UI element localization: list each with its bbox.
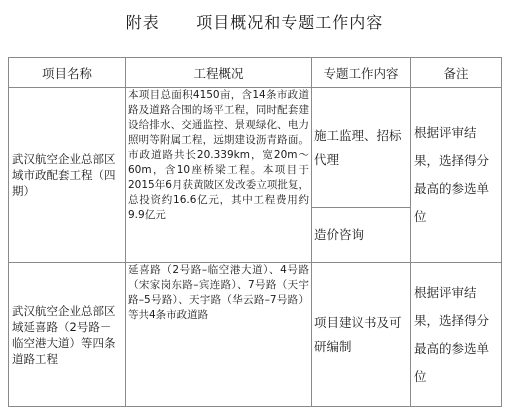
project-table [8,57,502,407]
remark-cell: 根据评审结果，选择得分最高的参选单位 [411,263,502,407]
project-name-cell: 武汉航空企业总部区域市政配套工程（四期） [9,88,126,263]
header-remark: 备注 [411,58,502,88]
header-overview: 工程概况 [126,58,312,88]
header-topic: 专题工作内容 [312,58,411,88]
project-overview-cell: 本项目总面积4150亩，含14条市政道路及道路合围的场平工程，同时配套建设给排水、交通监控、景观绿化、电力照明等附属工程，远期建设沥青路面。市政道路共长20.339km，宽20m～60m，含10座桥梁工程。本项目于2015年6月获黄陂区发改委立项批复，总投资约16.6亿元，其中工程费用约9.9亿元 [126,88,312,263]
document-title: 附表 项目概况和专题工作内容 [125,13,384,32]
table-row [9,88,502,208]
topic-cell: 造价咨询 [312,208,411,263]
project-name-cell: 武汉航空企业总部区域延喜路（2号路－临空港大道）等四条道路工程 [9,263,126,407]
topic-cell: 施工监理、招标代理 [312,88,411,208]
table-header-row [9,58,502,88]
table-row [9,263,502,407]
remark-cell: 根据评审结果，选择得分最高的参选单位 [411,88,502,263]
header-project-name: 项目名称 [9,58,126,88]
project-overview-cell: 延喜路（2号路–临空港大道）、4号路（宋家岗东路–宾连路）、7号路（天宇路–5号路）、天宇路（华云路–7号路）等共4条市政道路 [126,263,312,407]
topic-cell: 项目建议书及可研编制 [312,263,411,407]
